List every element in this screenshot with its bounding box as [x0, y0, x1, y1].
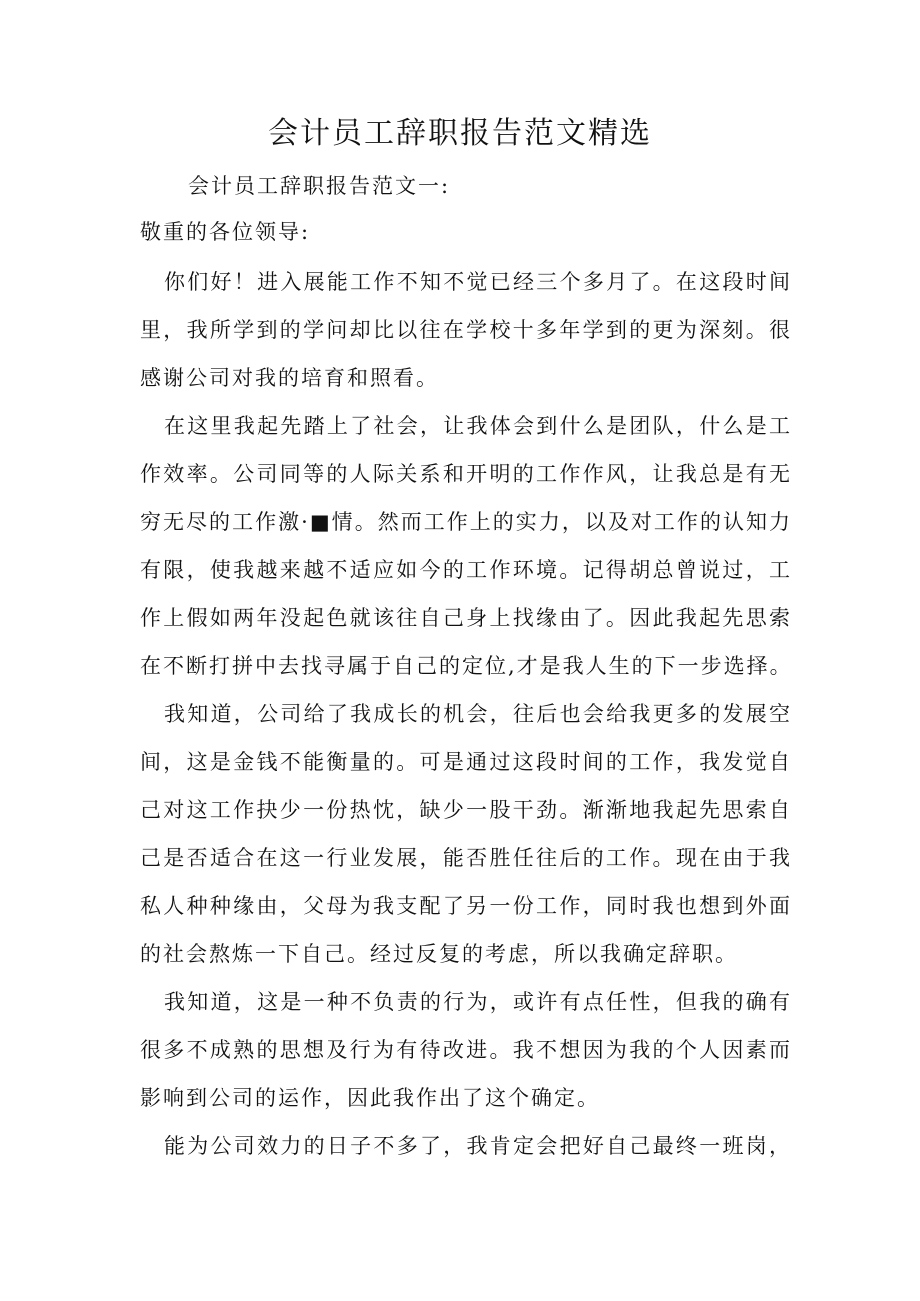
text-line: 有限，使我越来越不适应如今的工作环境。记得胡总曾说过，工 [140, 558, 790, 582]
paragraph-1 [140, 258, 790, 402]
text-line: 我知道，公司给了我成长的机会，往后也会给我更多的发展空 [164, 702, 790, 726]
text-line: 私人种种缘由，父母为我支配了另一份工作，同时我也想到外面 [140, 894, 790, 918]
paragraph-3 [140, 690, 790, 978]
text-line: 间，这是金钱不能衡量的。可是通过这段时间的工作，我发觉自 [140, 750, 790, 774]
text-line: 感谢公司对我的培育和照看。 [140, 366, 439, 390]
text-line: 的社会熬炼一下自己。经过反复的考虑，所以我确定辞职。 [140, 942, 738, 966]
text-line: 能为公司效力的日子不多了，我肯定会把好自己最终一班岗， [164, 1134, 790, 1158]
text-line: 影响到公司的运作，因此我作出了这个确定。 [140, 1086, 600, 1110]
text-line: 在不断打拼中去找寻属于自己的定位,才是我人生的下一步选择。 [140, 654, 793, 678]
salutation: 敬重的各位领导: [140, 220, 311, 244]
text-line: 作上假如两年没起色就该往自己身上找缘由了。因此我起先思索 [140, 606, 790, 630]
text-line: 己是否适合在这一行业发展，能否胜任往后的工作。现在由于我 [140, 846, 790, 870]
text-line: 穷无尽的工作激·■情。然而工作上的实力，以及对工作的认知力 [140, 510, 790, 534]
document-subtitle: 会计员工辞职报告范文一: [188, 174, 451, 198]
text-line: 在这里我起先踏上了社会，让我体会到什么是团队，什么是工 [164, 414, 790, 438]
paragraph-2 [140, 402, 793, 690]
paragraph-4 [140, 978, 790, 1122]
text-line: 己对这工作抉少一份热忱，缺少一股干劲。渐渐地我起先思索自 [140, 798, 790, 822]
text-line: 你们好！进入展能工作不知不觉已经三个多月了。在这段时间 [164, 270, 790, 294]
paragraph-5 [140, 1122, 790, 1170]
letter-body [140, 258, 793, 1170]
document-title: 会计员工辞职报告范文精选 [268, 116, 652, 151]
text-line: 很多不成熟的思想及行为有待改进。我不想因为我的个人因素而 [140, 1038, 790, 1062]
text-line: 里，我所学到的学问却比以往在学校十多年学到的更为深刻。很 [140, 318, 790, 342]
text-line: 我知道，这是一种不负责的行为，或许有点任性，但我的确有 [164, 990, 790, 1014]
text-line: 作效率。公司同等的人际关系和开明的工作作风，让我总是有无 [140, 462, 790, 486]
